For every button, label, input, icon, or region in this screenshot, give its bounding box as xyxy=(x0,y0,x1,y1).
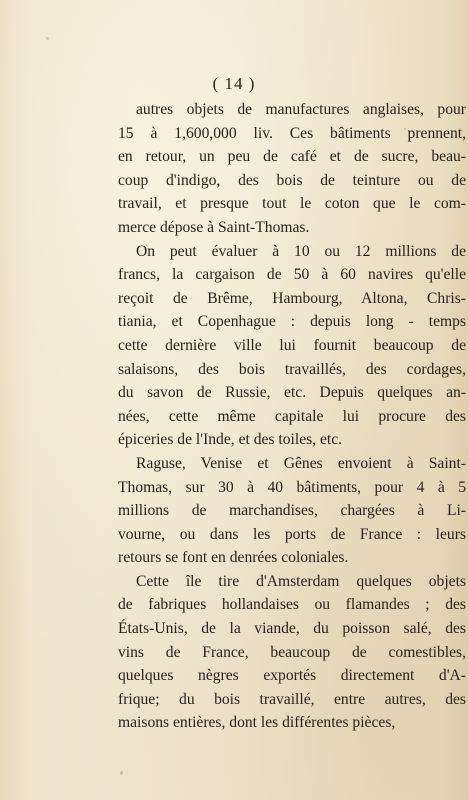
paragraph xyxy=(118,570,466,735)
text-line: 15 à 1,600,000 liv. Ces bâtiments prennent, xyxy=(118,124,466,142)
text-line: salaisons, des bois travaillés, des cordages, xyxy=(118,360,466,378)
text-line: vourne, ou dans les ports de France : leurs xyxy=(118,525,466,543)
text-line: Thomas, sur 30 à 40 bâtiments, pour 4 à 5 xyxy=(118,478,466,496)
text-line: retours se font en denrées coloniales. xyxy=(118,549,349,567)
text-line: du savon de Russie, etc. Depuis quelques an- xyxy=(118,384,466,402)
text-line: Raguse, Venise et Gênes envoient à Saint- xyxy=(136,454,466,472)
text-line: reçoit de Brême, Hambourg, Altona, Chris- xyxy=(118,289,466,307)
body-text xyxy=(118,98,466,735)
text-line: tiania, et Copenhague : depuis long - temps xyxy=(118,313,466,331)
text-line: cette dernière ville lui fournit beaucoup de xyxy=(118,336,466,354)
text-line: maisons entières, dont les différentes pièces, xyxy=(118,714,396,732)
text-line: On peut évaluer à 10 ou 12 millions de xyxy=(136,242,466,260)
text-line: coup d'indigo, des bois de teinture ou de xyxy=(118,171,466,189)
text-line: autres objets de manufactures anglaises, pour xyxy=(136,101,466,118)
text-line: travail, et presque tout le coton que le com- xyxy=(118,195,466,213)
text-line: frique; du bois travaillé, entre autres, des xyxy=(118,690,466,708)
text-line: en retour, un peu de café et de sucre, beau- xyxy=(118,148,466,166)
paper-spot xyxy=(46,37,49,40)
text-line: millions de marchandises, chargées à Li- xyxy=(118,502,466,520)
paragraph xyxy=(118,98,466,240)
page-number: ( 14 ) xyxy=(212,74,256,93)
paragraph xyxy=(118,240,466,452)
paragraph xyxy=(118,452,466,570)
text-line: merce dépose à Saint-Thomas. xyxy=(118,218,310,236)
text-line: Cette île tire d'Amsterdam quelques objets xyxy=(136,572,466,590)
text-line: vins de France, beaucoup de comestibles, xyxy=(118,643,466,661)
text-line: États-Unis, de la viande, du poisson salé, des xyxy=(118,620,466,638)
text-line: nées, cette même capitale lui procure des xyxy=(118,407,466,425)
paper-spot xyxy=(120,771,123,775)
text-line: de fabriques hollandaises ou flamandes ; des xyxy=(118,596,466,614)
text-line: quelques nègres exportés directement d'A- xyxy=(118,667,466,685)
text-line: francs, la cargaison de 50 à 60 navires qu'elle xyxy=(118,266,466,284)
text-line: épiceries de l'Inde, et des toiles, etc. xyxy=(118,431,343,449)
